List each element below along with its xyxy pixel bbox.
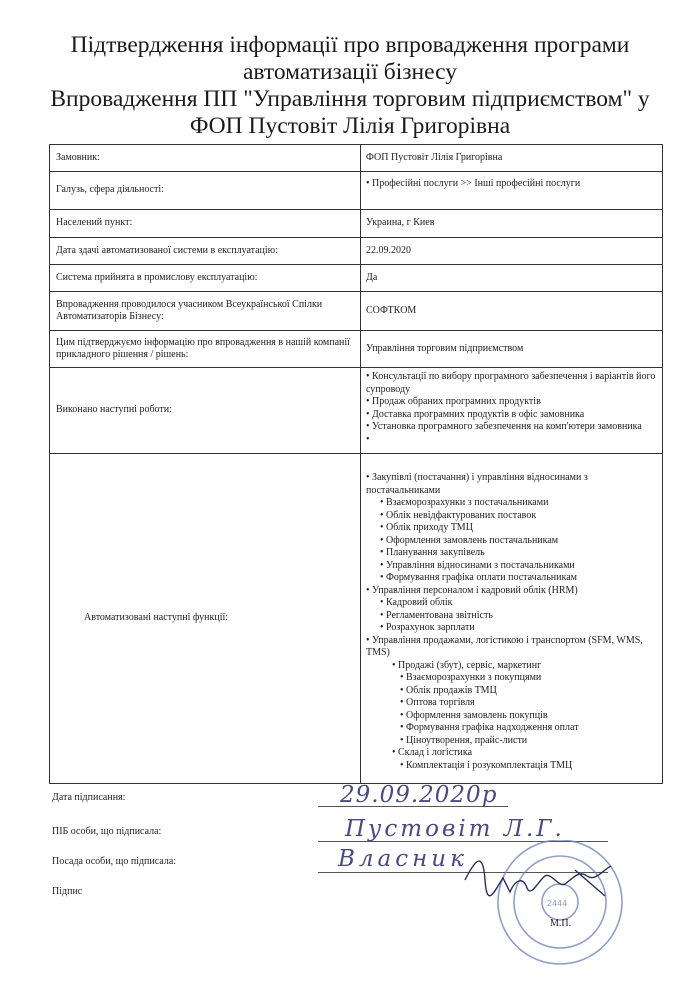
customer-label: Замовник:: [50, 145, 361, 172]
function-item: • Продажі (збут), сервіс, маркетинг: [392, 660, 658, 673]
signer-position-label: Посада особи, що підписала:: [52, 856, 177, 867]
function-item: • Формування графіка оплати постачальникам: [380, 572, 658, 585]
function-item: • Формування графіка надходження оплат: [400, 722, 658, 735]
row-date: [50, 238, 663, 265]
works-item: • Продаж обраних програмних продуктів: [366, 396, 658, 409]
row-city: [50, 210, 663, 238]
document-title: [20, 32, 680, 140]
function-item: • Закупівлі (постачання) і управління відносинами з постачальниками: [366, 472, 658, 497]
row-industry: [50, 172, 663, 210]
works-list: [366, 371, 658, 446]
works-item: • Установка програмного забезпечення на комп'ютери замовника: [366, 421, 658, 434]
function-item: • Розрахунок зарплати: [380, 622, 658, 635]
signer-name-handwritten: Пустовіт Л.Г.: [345, 816, 565, 842]
signing-date-handwritten: 29.09.2020р: [340, 782, 498, 808]
title-line-2: автоматизації бізнесу: [242, 59, 458, 85]
title-line-1: Підтвердження інформації про впровадження програми: [70, 32, 630, 58]
function-item: • Ціноутворення, прайс-листи: [400, 735, 658, 748]
functions-list: [366, 472, 658, 772]
date-value: 22.09.2020: [361, 238, 663, 265]
functions-label: Автоматизовані наступні функції:: [50, 454, 361, 784]
row-implementer: [50, 292, 663, 331]
solution-label: Цим підтверджуємо інформацію про впровадження в нашій компанії прикладного рішення / рішень:: [50, 331, 361, 368]
implementer-value: СОФТКОМ: [361, 292, 663, 331]
row-functions: [50, 454, 663, 784]
stamp-and-signature: [455, 840, 655, 980]
works-item: • Доставка програмних продуктів в офіс замовника: [366, 409, 658, 422]
signer-name-label: ПІБ особи, що підписала:: [52, 826, 162, 837]
svg-text:2444: 2444: [547, 899, 568, 908]
works-value: [361, 368, 663, 454]
industry-value: • Професійні послуги >> Інші професійні послуги: [361, 172, 663, 210]
city-label: Населений пункт:: [50, 210, 361, 238]
city-value: Украина, г Киев: [361, 210, 663, 238]
function-item: • Управління персоналом і кадровий облік (HRM): [366, 585, 658, 598]
row-solution: [50, 331, 663, 368]
title-line-3: Впровадження ПП "Управління торговим підприємством" у: [50, 86, 650, 112]
signing-date-label: Дата підписання:: [52, 792, 126, 803]
accepted-label: Система прийнята в промислову експлуатацію:: [50, 265, 361, 292]
function-item: • Управління відносинами з постачальниками: [380, 560, 658, 573]
function-item: • Кадровий облік: [380, 597, 658, 610]
customer-value: ФОП Пустовіт Лілія Григорівна: [361, 145, 663, 172]
function-item: • Планування закупівель: [380, 547, 658, 560]
function-item: • Оптова торгівля: [400, 697, 658, 710]
row-accepted: [50, 265, 663, 292]
info-table: [49, 144, 663, 784]
function-item: • Взаєморозрахунки з постачальниками: [380, 497, 658, 510]
accepted-value: Да: [361, 265, 663, 292]
function-item: • Облік продажів ТМЦ: [400, 685, 658, 698]
date-label: Дата здачі автоматизованої системи в експлуатацію:: [50, 238, 361, 265]
function-item: • Оформлення замовлень покупців: [400, 710, 658, 723]
function-item: • Комплектація і розукомплектація ТМЦ: [400, 760, 658, 773]
stamp-place-mark: М.П.: [550, 918, 572, 929]
function-item: • Регламентована звітність: [380, 610, 658, 623]
function-item: • Управління продажами, логістикою і транспортом (SFM, WMS, TMS): [366, 635, 658, 660]
solution-value: Управління торговим підприємством: [361, 331, 663, 368]
row-customer: [50, 145, 663, 172]
works-item: [366, 434, 658, 447]
round-stamp: [498, 840, 622, 964]
title-line-4: ФОП Пустовіт Лілія Григорівна: [189, 113, 511, 139]
industry-label: Галузь, сфера діяльності:: [50, 172, 361, 210]
signer-position-handwritten: Власник: [338, 846, 468, 872]
signature-label: Підпис: [52, 886, 83, 897]
function-item: • Склад і логістика: [392, 747, 658, 760]
functions-value: [361, 454, 663, 784]
function-item: • Оформлення замовлень постачальникам: [380, 535, 658, 548]
function-item: • Облік невідфактурованих поставок: [380, 510, 658, 523]
function-item: • Взаєморозрахунки з покупцями: [400, 672, 658, 685]
row-works: [50, 368, 663, 454]
works-item: • Консультації по вибору програмного забезпечення і варіантів його супроводу: [366, 371, 658, 396]
function-item: • Облік приходу ТМЦ: [380, 522, 658, 535]
implementer-label: Впровадження проводилося учасником Всеукраїнської Спілки Автоматизаторів Бізнесу:: [50, 292, 361, 331]
works-label: Виконано наступні роботи:: [50, 368, 361, 454]
